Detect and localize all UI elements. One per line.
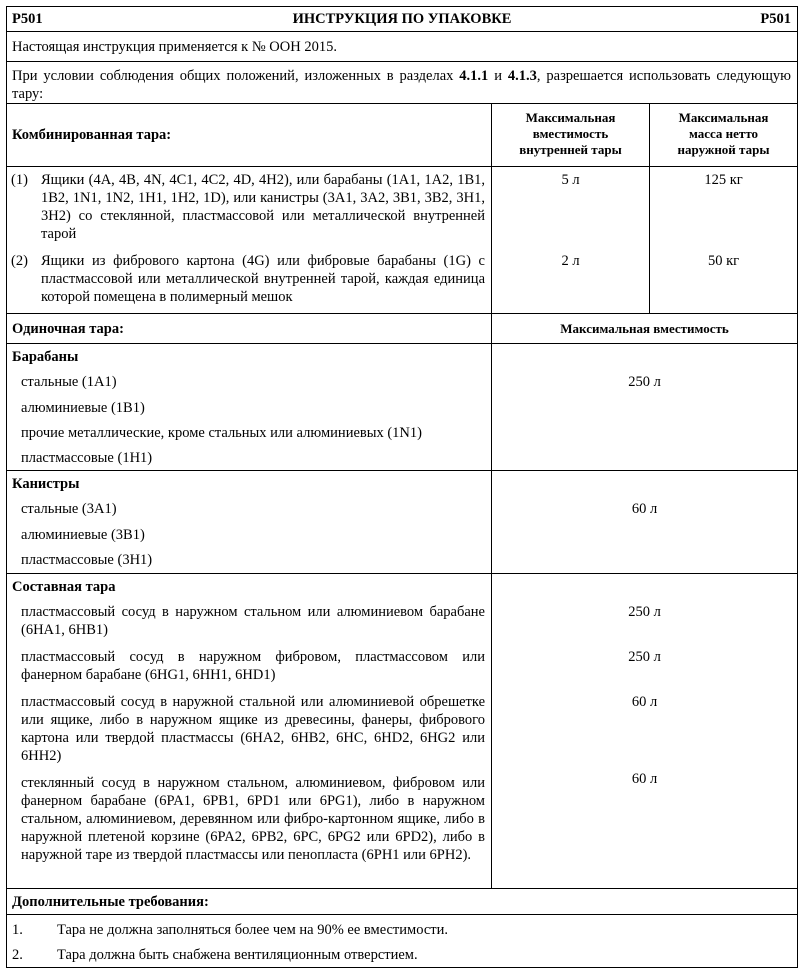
composite-capacity: 60 л xyxy=(631,694,658,710)
item-number: (1) xyxy=(11,172,28,188)
inner-capacity-cell xyxy=(491,167,649,313)
additional-number: 2. xyxy=(12,947,23,963)
composite-capacity: 250 л xyxy=(628,604,661,620)
code-right: P501 xyxy=(760,11,791,27)
additional-text: Тара не должна заполняться более чем на 90% ее вместимости. xyxy=(57,922,448,938)
single-header-row xyxy=(7,314,797,344)
composite-item: пластмассовый сосуд в наружном стальном или алюминиевом барабане (6HA1, 6HB1) xyxy=(21,604,485,638)
conditions-and: и xyxy=(488,68,508,84)
header-row xyxy=(7,7,797,32)
composite-capacity: 60 л xyxy=(631,771,658,787)
jerricans-capacity: 60 л xyxy=(631,501,658,517)
net-mass-value: 125 кг xyxy=(704,172,743,188)
drums-capacity-cell xyxy=(491,344,797,470)
jerricans-title: Канистры xyxy=(12,476,80,492)
jerricans-capacity-cell xyxy=(491,471,797,573)
col-inner-capacity: Максимальная вместимость внутренней тары xyxy=(491,104,649,166)
single-label: Одиночная тара: xyxy=(12,321,124,337)
composite-capacity: 250 л xyxy=(628,649,661,665)
single-col-cell xyxy=(491,314,797,343)
composite-cell xyxy=(7,574,491,888)
drums-capacity: 250 л xyxy=(628,374,661,390)
drums-item: алюминиевые (1B1) xyxy=(21,400,145,416)
single-label-cell xyxy=(7,314,491,343)
single-col-header: Максимальная вместимость xyxy=(560,321,729,336)
applies-text: Настоящая инструкция применяется к № ООН 2015. xyxy=(12,39,337,55)
packing-instruction-table xyxy=(6,6,798,968)
combined-items-row xyxy=(7,167,797,314)
drums-item: пластмассовые (1H1) xyxy=(21,450,153,466)
additional-label: Дополнительные требования: xyxy=(12,894,209,910)
jerricans-row xyxy=(7,471,797,574)
additional-text: Тара должна быть снабжена вентиляционным отверстием. xyxy=(57,947,418,963)
composite-item: стеклянный сосуд в наружном стальном, алюминиевом, фибровом или фанерном барабане (6PA1, 6PB1, 6PD1 или 6PG1), либо в наружном стальном, алюминиевом, деревянном или фибро-картонном ящике, либо в наружной плетеной корзине (6PA2, 6PB2, 6PC, 6PG2 или 6PD2), либо в наружной таре из твердой пластмассы или пенопласта (6PH1 или 6PH2). xyxy=(21,775,485,863)
item-text: Ящики (4A, 4B, 4N, 4C1, 4C2, 4D, 4H2), или барабаны (1A1, 1A2, 1B1, 1B2, 1N1, 1N2, 1H1, 1H2, 1D), или канистры (3A1, 3A2, 3B1, 3B2, 3H1, 3H2) со стеклянной, пластмассовой или металлической внутренней тарой xyxy=(41,172,485,242)
item-text: Ящики из фибрового картона (4G) или фибровые барабаны (1G) с пластмассовой или металлической внутренней тарой, каждая единица которой помещена в полимерный мешок xyxy=(41,253,485,305)
combined-label-cell xyxy=(7,104,491,166)
additional-header-row xyxy=(7,889,797,915)
composite-row xyxy=(7,574,797,889)
jerricans-item: пластмассовые (3H1) xyxy=(21,552,153,568)
conditions-part: При условии соблюдения общих положений, изложенных в разделах xyxy=(12,68,460,84)
net-mass-cell xyxy=(649,167,797,313)
combined-item xyxy=(7,252,491,306)
composite-title: Составная тара xyxy=(12,579,116,595)
combined-header-row xyxy=(7,104,797,167)
conditions-part: , разрешается использовать следующую тару: xyxy=(12,68,791,102)
inner-capacity-value: 2 л xyxy=(561,253,580,269)
conditions-row xyxy=(7,62,797,104)
composite-capacity-cell xyxy=(491,574,797,888)
section-ref-2: 4.1.3 xyxy=(507,68,537,84)
combined-label: Комбинированная тара: xyxy=(12,127,172,143)
net-mass-value: 50 кг xyxy=(707,253,740,269)
conditions-text xyxy=(12,67,791,103)
col-net-mass: Максимальная масса нетто наружной тары xyxy=(649,104,797,166)
code-left: P501 xyxy=(12,11,43,27)
jerricans-item: алюминиевые (3B1) xyxy=(21,527,145,543)
drums-item: стальные (1A1) xyxy=(21,374,117,390)
combined-items-cell xyxy=(7,167,491,313)
page-title: ИНСТРУКЦИЯ ПО УПАКОВКЕ xyxy=(292,11,512,27)
drums-cell xyxy=(7,344,491,470)
composite-item: пластмассовый сосуд в наружном фибровом, пластмассовом или фанерном барабане (6HG1, 6HH1, 6HD1) xyxy=(21,649,485,683)
drums-item: прочие металлические, кроме стальных или алюминиевых (1N1) xyxy=(21,425,422,441)
section-ref-1: 4.1.1 xyxy=(459,68,489,84)
item-number: (2) xyxy=(11,253,28,269)
inner-capacity-value: 5 л xyxy=(561,172,580,188)
composite-item: пластмассовый сосуд в наружной стальной или алюминиевой обрешетке или ящике, либо в наружном ящике из древесины, фанеры, фибрового картона или твердой пластмассы (6HA2, 6HB2, 6HC, 6HD2, 6HG2 или 6HH2) xyxy=(21,694,485,764)
drums-title: Барабаны xyxy=(12,349,79,365)
drums-row xyxy=(7,344,797,471)
applies-row xyxy=(7,32,797,62)
jerricans-item: стальные (3A1) xyxy=(21,501,117,517)
additional-number: 1. xyxy=(12,922,23,938)
jerricans-cell xyxy=(7,471,491,573)
combined-item xyxy=(7,171,491,243)
